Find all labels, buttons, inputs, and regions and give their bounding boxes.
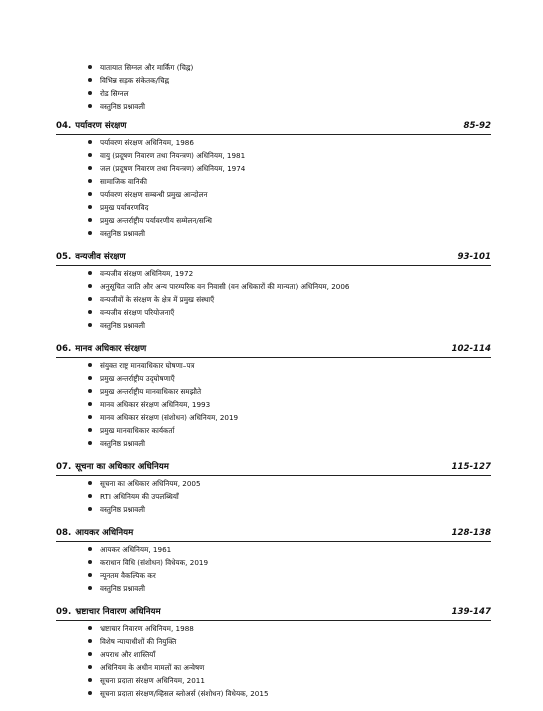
list-item-label: प्रमुख अन्तर्राष्ट्रीय मानवाधिकार समझौते	[100, 387, 202, 396]
list-item-label: वन्यजीव संरक्षण परियोजनाएँ	[100, 308, 175, 317]
section-heading	[56, 120, 491, 132]
list-item-label: वस्तुनिष्ठ प्रश्नावली	[100, 102, 146, 111]
list-item	[88, 229, 145, 239]
list-item-label: प्रमुख पर्यावरणविद	[100, 203, 149, 212]
section-number: 05.	[56, 252, 72, 262]
list-item	[88, 558, 208, 568]
bullet-icon	[88, 78, 92, 82]
bullet-icon	[88, 586, 92, 590]
bullet-icon	[88, 153, 92, 157]
list-item	[88, 650, 155, 660]
bullet-icon	[88, 271, 92, 275]
list-item	[88, 571, 156, 581]
list-item-label: वन्यजीवों के संरक्षण के क्षेत्र में प्रमुख संस्थाएँ	[100, 295, 215, 304]
list-item-label: वन्यजीव संरक्षण अधिनियम, 1972	[100, 269, 194, 278]
list-item	[88, 426, 174, 436]
list-item-label: पर्यावरण संरक्षण अधिनियम, 1986	[100, 138, 194, 147]
list-item-label: वस्तुनिष्ठ प्रश्नावली	[100, 505, 146, 514]
list-item-label: सामाजिक वानिकी	[100, 177, 147, 186]
list-item-label: संयुक्त राष्ट्र मानवाधिकार घोषणा–पत्र	[100, 361, 195, 370]
list-item	[88, 387, 201, 397]
bullet-icon	[88, 639, 92, 643]
list-item-label: मानव अधिकार संरक्षण अधिनियम, 1993	[100, 400, 211, 409]
list-item-label: सूचना का अधिकार अधिनियम, 2005	[100, 479, 201, 488]
section-number: 06.	[56, 344, 72, 354]
bullet-icon	[88, 323, 92, 327]
list-item-label: जल (प्रदूषण निवारण तथा नियन्त्रण) अधिनियम, 1974	[100, 164, 246, 173]
list-item	[88, 282, 350, 292]
bullet-icon	[88, 494, 92, 498]
list-item	[88, 151, 245, 161]
list-item	[88, 479, 201, 489]
list-item	[88, 190, 207, 200]
list-item	[88, 505, 145, 515]
list-item	[88, 76, 169, 86]
list-item	[88, 492, 179, 502]
section-heading	[56, 606, 491, 618]
section-title: वन्यजीव संरक्षण	[75, 252, 126, 262]
list-item	[88, 269, 193, 279]
list-item	[88, 439, 145, 449]
list-item-label: सूचना प्रदाता संरक्षण अधिनियम, 2011	[100, 676, 205, 685]
section-heading	[56, 343, 491, 355]
bullet-icon	[88, 218, 92, 222]
section-heading	[56, 527, 491, 539]
bullet-icon	[88, 297, 92, 301]
list-item-label: वायु (प्रदूषण निवारण तथा नियन्त्रण) अधिनियम, 1981	[100, 151, 246, 160]
section-divider	[56, 475, 491, 476]
bullet-icon	[88, 691, 92, 695]
bullet-icon	[88, 179, 92, 183]
bullet-icon	[88, 166, 92, 170]
list-item	[88, 138, 194, 148]
bullet-icon	[88, 678, 92, 682]
list-item	[88, 203, 148, 213]
bullet-icon	[88, 547, 92, 551]
bullet-icon	[88, 91, 92, 95]
section-divider	[56, 265, 491, 266]
list-item-label: सूचना प्रदाता संरक्षण/व्हिसल ब्लोअर्स (संशोधन) विधेयक, 2015	[100, 689, 269, 698]
section-heading	[56, 461, 491, 473]
list-item	[88, 361, 194, 371]
section-divider	[56, 541, 491, 542]
bullet-icon	[88, 441, 92, 445]
list-item	[88, 624, 194, 634]
list-item-label: अधिनियम के अधीन मामलों का अन्वेषण	[100, 663, 205, 672]
list-item	[88, 216, 212, 226]
section-pages: 128-138	[451, 528, 491, 538]
bullet-icon	[88, 507, 92, 511]
list-item	[88, 164, 245, 174]
bullet-icon	[88, 481, 92, 485]
bullet-icon	[88, 310, 92, 314]
list-item	[88, 413, 238, 423]
list-item	[88, 63, 193, 73]
list-item-label: अनुसूचित जाति और अन्य पारम्परिक वन निवासी (वन अधिकारों की मान्यता) अधिनियम, 2006	[100, 282, 350, 291]
bullet-icon	[88, 389, 92, 393]
list-item-label: वस्तुनिष्ठ प्रश्नावली	[100, 321, 146, 330]
bullet-icon	[88, 652, 92, 656]
section-pages: 115-127	[451, 462, 491, 472]
section-number: 08.	[56, 528, 72, 538]
list-item-label: यातायात सिग्नल और मार्किंग (चिह्न)	[100, 63, 194, 72]
list-item-label: भ्रष्टाचार निवारण अधिनियम, 1988	[100, 624, 194, 633]
list-item-label: प्रमुख अन्तर्राष्ट्रीय पर्यावरणीय सम्मेलन/सन्धि	[100, 216, 212, 225]
list-item	[88, 689, 269, 699]
bullet-icon	[88, 192, 92, 196]
bullet-icon	[88, 104, 92, 108]
bullet-icon	[88, 376, 92, 380]
section-pages: 139-147	[451, 607, 491, 617]
section-pages: 85-92	[463, 121, 491, 131]
list-item	[88, 676, 205, 686]
section-number: 04.	[56, 121, 72, 131]
bullet-icon	[88, 65, 92, 69]
bullet-icon	[88, 573, 92, 577]
list-item	[88, 102, 145, 112]
list-item-label: आयकर अधिनियम, 1961	[100, 545, 172, 554]
bullet-icon	[88, 205, 92, 209]
list-item-label: विशेष न्यायाधीशों की नियुक्ति	[100, 637, 177, 646]
list-item	[88, 89, 129, 99]
section-pages: 93-101	[457, 252, 491, 262]
list-item-label: मानव अधिकार संरक्षण (संशोधन) अधिनियम, 2019	[100, 413, 239, 422]
bullet-icon	[88, 231, 92, 235]
bullet-icon	[88, 428, 92, 432]
list-item-label: अपराध और शास्तियाँ	[100, 650, 156, 659]
section-number: 07.	[56, 462, 72, 472]
list-item	[88, 545, 171, 555]
bullet-icon	[88, 626, 92, 630]
list-item	[88, 400, 210, 410]
section-divider	[56, 620, 491, 621]
list-item	[88, 308, 174, 318]
bullet-icon	[88, 363, 92, 367]
bullet-icon	[88, 665, 92, 669]
section-divider	[56, 134, 491, 135]
list-item-label: न्यूनतम वैकल्पिक कर	[100, 571, 156, 580]
list-item	[88, 177, 147, 187]
list-item	[88, 321, 145, 331]
bullet-icon	[88, 402, 92, 406]
list-item-label: प्रमुख मानवाधिकार कार्यकर्ता	[100, 426, 175, 435]
section-title: पर्यावरण संरक्षण	[75, 121, 127, 131]
list-item-label: वस्तुनिष्ठ प्रश्नावली	[100, 439, 146, 448]
bullet-icon	[88, 415, 92, 419]
list-item	[88, 584, 145, 594]
section-title: भ्रष्टाचार निवारण अधिनियम	[75, 607, 161, 617]
section-divider	[56, 357, 491, 358]
bullet-icon	[88, 560, 92, 564]
bullet-icon	[88, 140, 92, 144]
section-title: सूचना का अधिकार अधिनियम	[75, 462, 169, 472]
list-item	[88, 295, 214, 305]
list-item-label: पर्यावरण संरक्षण सम्बन्धी प्रमुख आन्दोलन	[100, 190, 208, 199]
list-item-label: प्रमुख अन्तर्राष्ट्रीय उद्‌घोषणाएँ	[100, 374, 175, 383]
list-item	[88, 663, 204, 673]
section-title: मानव अधिकार संरक्षण	[75, 344, 147, 354]
section-title: आयकर अधिनियम	[75, 528, 134, 538]
bullet-icon	[88, 284, 92, 288]
list-item-label: वस्तुनिष्ठ प्रश्नावली	[100, 229, 146, 238]
section-number: 09.	[56, 607, 72, 617]
list-item-label: RTI अधिनियम की उपलब्धियाँ	[100, 492, 179, 501]
list-item-label: कराधान विधि (संशोधन) विधेयक, 2019	[100, 558, 209, 567]
list-item	[88, 637, 176, 647]
section-heading	[56, 251, 491, 263]
list-item-label: वस्तुनिष्ठ प्रश्नावली	[100, 584, 146, 593]
list-item	[88, 374, 175, 384]
list-item-label: रोड सिग्नल	[100, 89, 129, 98]
section-pages: 102-114	[451, 344, 491, 354]
list-item-label: विभिन्न सड़क संकेतक/चिह्न	[100, 76, 169, 85]
